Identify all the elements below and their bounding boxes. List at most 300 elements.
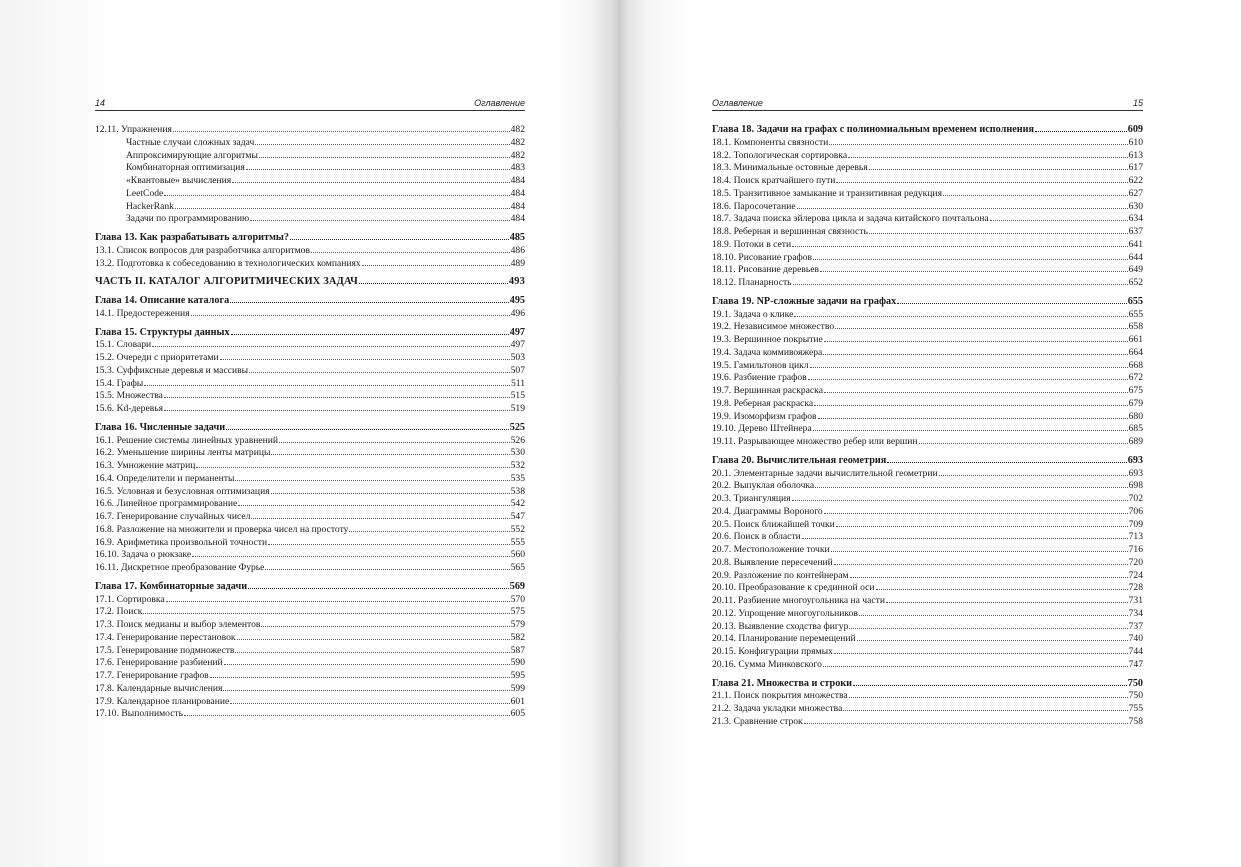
entry-page-number: 622 — [1128, 175, 1143, 186]
toc-entry — [95, 148, 525, 161]
entry-title: 13.1. Список вопросов для разработчика алгоритмов — [95, 244, 310, 256]
entry-title: 12.11. Упражнения — [95, 124, 172, 135]
entry-title: 20.11. Разбиение многоугольника на части — [712, 595, 885, 606]
dot-leader — [235, 643, 509, 653]
entry-page-number: 482 — [510, 136, 525, 148]
dot-leader — [897, 294, 1127, 304]
entry-page-number: 617 — [1128, 162, 1143, 174]
entry-title: 17.7. Генерирование графов — [95, 670, 209, 681]
dot-leader — [359, 274, 508, 284]
toc-entry — [712, 421, 1143, 434]
entry-title: Глава 19. NP-сложные задачи на графах — [712, 295, 897, 307]
dot-leader — [990, 211, 1128, 221]
entry-page-number: 750 — [1128, 690, 1143, 702]
entry-page-number: 716 — [1128, 544, 1143, 555]
entry-page-number: 630 — [1128, 200, 1143, 212]
dot-leader — [843, 701, 1127, 711]
dot-leader — [876, 580, 1128, 590]
toc-entry — [95, 160, 525, 173]
entry-title: 20.15. Конфигурации прямых — [712, 646, 833, 657]
toc-entry — [95, 401, 525, 414]
entry-title: 17.3. Поиск медианы и выбор элементов — [95, 619, 261, 630]
entry-title: 19.10. Дерево Штейнера — [712, 423, 812, 435]
dot-leader — [919, 434, 1128, 444]
entry-page-number: 713 — [1128, 531, 1143, 543]
entry-page-number: 526 — [510, 434, 525, 446]
entry-title: 18.11. Рисование деревьев — [712, 264, 820, 276]
entry-title: Глава 21. Множества и строки — [712, 677, 853, 689]
dot-leader — [251, 509, 509, 519]
page-number: 14 — [95, 98, 106, 108]
toc-entry — [712, 688, 1143, 701]
dot-leader — [349, 522, 509, 532]
dot-leader — [853, 676, 1127, 686]
entry-page-number: 587 — [510, 644, 525, 656]
entry-page-number: 575 — [510, 606, 525, 618]
entry-page-number: 734 — [1128, 607, 1143, 619]
dot-leader — [823, 657, 1128, 667]
entry-page-number: 496 — [510, 307, 525, 319]
entry-page-number: 634 — [1128, 213, 1143, 225]
dot-leader — [248, 579, 509, 589]
toc-entry — [712, 606, 1143, 619]
toc-entry — [95, 509, 525, 522]
entry-title: 14.1. Предостережения — [95, 307, 190, 319]
entry-title: 18.1. Компоненты связности — [712, 136, 829, 148]
entry-title: 16.11. Дискретное преобразование Фурье — [95, 562, 265, 573]
entry-page-number: 698 — [1128, 480, 1143, 492]
entry-title: 15.2. Очереди с приоритетами — [95, 352, 219, 363]
entry-title: 15.5. Множества — [95, 390, 163, 402]
entry-title: 20.14. Планирование перемещений — [712, 633, 856, 645]
entry-title: 19.3. Вершинное покрытие — [712, 334, 823, 345]
entry-page-number: 750 — [1127, 677, 1143, 689]
entry-page-number: 560 — [510, 549, 525, 561]
toc-entry — [95, 522, 525, 535]
dot-leader — [859, 606, 1128, 616]
entry-page-number: 693 — [1128, 467, 1143, 479]
dot-leader — [886, 593, 1128, 603]
toc-entry — [95, 496, 525, 509]
dot-leader — [869, 160, 1128, 170]
entry-title: Частные случаи сложных задач — [126, 136, 255, 148]
entry-title: 19.2. Независимое множество — [712, 321, 835, 333]
toc-entry — [712, 211, 1143, 224]
running-header — [712, 98, 1143, 111]
toc-entry — [95, 306, 525, 319]
entry-page-number: 758 — [1128, 715, 1143, 727]
dot-leader — [143, 604, 509, 614]
entry-page-number: 661 — [1128, 334, 1143, 345]
toc-entry — [95, 256, 525, 269]
toc-entry — [712, 319, 1143, 332]
toc-entry — [95, 243, 525, 256]
entry-title: Глава 16. Численные задачи — [95, 421, 226, 433]
toc-entry — [95, 350, 525, 363]
entry-title: 17.1. Сортировка — [95, 593, 165, 605]
left-page — [0, 0, 620, 867]
entry-title: 18.6. Паросочетание — [712, 200, 796, 212]
entry-page-number: 709 — [1128, 518, 1143, 530]
entry-title: 15.3. Суффиксные деревья и массивы — [95, 364, 249, 376]
dot-leader — [792, 237, 1127, 247]
toc-entry — [95, 547, 525, 560]
toc-entry — [712, 701, 1143, 714]
entry-title: 16.4. Определители и перманенты — [95, 472, 235, 484]
entry-title: 18.7. Задача поиска эйлерова цикла и задача китайского почтальона — [712, 213, 989, 225]
dot-leader — [831, 542, 1128, 552]
toc-entry — [712, 135, 1143, 148]
toc-entry — [95, 433, 525, 446]
toc-entry — [712, 224, 1143, 237]
toc-entry — [712, 370, 1143, 383]
dot-leader — [810, 358, 1128, 368]
entry-page-number: 570 — [510, 593, 525, 605]
entry-page-number: 744 — [1128, 646, 1143, 657]
entry-title: 17.8. Календарные вычисления — [95, 682, 223, 694]
entry-title: 18.5. Транзитивное замыкание и транзитивная редукция — [712, 187, 942, 199]
entry-title: 15.4. Графы — [95, 377, 144, 389]
entry-page-number: 724 — [1128, 569, 1143, 581]
entry-page-number: 511 — [510, 377, 525, 389]
toc-entry — [95, 186, 525, 199]
dot-leader — [829, 135, 1127, 145]
dot-leader — [850, 568, 1128, 578]
dot-leader — [290, 230, 509, 240]
dot-leader — [793, 275, 1128, 285]
entry-page-number: 728 — [1128, 582, 1143, 594]
entry-title: 17.4. Генерирование перестановок — [95, 631, 236, 643]
toc-entry — [712, 619, 1143, 632]
toc-entry — [95, 592, 525, 605]
entry-title: Задачи по программированию — [126, 213, 250, 225]
dot-leader — [144, 376, 510, 386]
toc-entry — [712, 504, 1143, 517]
entry-title: 16.1. Решение системы линейных уравнений — [95, 434, 279, 446]
toc-entry — [95, 376, 525, 389]
entry-page-number: 755 — [1128, 703, 1143, 714]
toc-part — [95, 274, 525, 287]
entry-page-number: 685 — [1128, 423, 1143, 435]
dot-leader — [152, 337, 509, 347]
entry-title: «Квантовые» вычисления — [126, 175, 232, 186]
entry-page-number: 680 — [1128, 410, 1143, 422]
toc-entry — [712, 657, 1143, 670]
toc-entry — [95, 617, 525, 630]
dot-leader — [814, 396, 1127, 406]
entry-title: Глава 18. Задачи на графах с полиномиальным временем исполнения — [712, 124, 1034, 135]
entry-title: Глава 17. Комбинаторные задачи — [95, 580, 248, 592]
toc-chapter — [712, 676, 1143, 689]
toc-entry — [712, 714, 1143, 727]
toc-entry — [95, 668, 525, 681]
entry-title: 21.2. Задача укладки множества — [712, 703, 843, 714]
toc-entry — [712, 466, 1143, 479]
dot-leader — [237, 630, 510, 640]
entry-title: 18.9. Потоки в сети — [712, 238, 792, 250]
dot-leader — [210, 668, 510, 678]
entry-title: 19.1. Задача о клике — [712, 308, 794, 320]
entry-title: ЧАСТЬ II. КАТАЛОГ АЛГОРИТМИЧЕСКИХ ЗАДАЧ — [95, 276, 358, 288]
dot-leader — [808, 370, 1128, 380]
entry-title: 18.2. Топологическая сортировка — [712, 149, 848, 161]
entry-title: Глава 15. Структуры данных — [95, 326, 230, 338]
dot-leader — [823, 345, 1127, 355]
dot-leader — [836, 173, 1127, 183]
entry-page-number: 484 — [510, 200, 525, 212]
dot-leader — [834, 644, 1128, 654]
dot-leader — [835, 319, 1127, 329]
page-number: 15 — [1132, 98, 1143, 108]
table-of-contents — [712, 122, 1143, 727]
toc-entry — [712, 262, 1143, 275]
dot-leader — [268, 535, 510, 545]
entry-page-number: 489 — [510, 257, 525, 269]
entry-page-number: 485 — [509, 232, 525, 243]
toc-entry — [712, 644, 1143, 657]
dot-leader — [848, 148, 1128, 158]
entry-title: 17.10. Выполнимость — [95, 708, 184, 720]
entry-page-number: 507 — [510, 364, 525, 376]
toc-entry — [712, 580, 1143, 593]
entry-page-number: 702 — [1128, 493, 1143, 504]
dot-leader — [166, 592, 510, 602]
entry-title: 19.9. Изоморфизм графов — [712, 410, 817, 422]
entry-page-number: 482 — [510, 124, 525, 135]
entry-title: 20.10. Преобразование к срединной оси — [712, 582, 875, 594]
entry-page-number: 595 — [510, 670, 525, 681]
toc-entry — [95, 199, 525, 212]
toc-entry — [712, 160, 1143, 173]
dot-leader — [196, 458, 509, 468]
toc-entry — [712, 555, 1143, 568]
entry-title: 18.8. Реберная и вершинная связность — [712, 226, 868, 237]
toc-entry — [95, 681, 525, 694]
entry-page-number: 747 — [1128, 658, 1143, 670]
entry-page-number: 601 — [510, 695, 525, 707]
entry-title: 18.3. Минимальные остовные деревья — [712, 162, 868, 174]
dot-leader — [271, 484, 510, 494]
entry-page-number: 655 — [1128, 308, 1143, 320]
entry-page-number: 652 — [1128, 277, 1143, 288]
dot-leader — [857, 631, 1128, 641]
entry-page-number: 664 — [1128, 346, 1143, 358]
entry-page-number: 538 — [510, 485, 525, 497]
dot-leader — [231, 325, 509, 335]
entry-page-number: 672 — [1128, 372, 1143, 384]
entry-page-number: 658 — [1128, 321, 1143, 333]
dot-leader — [836, 517, 1128, 527]
toc-entry — [95, 445, 525, 458]
entry-title: 18.12. Планарность — [712, 277, 792, 288]
dot-leader — [818, 409, 1128, 419]
dot-leader — [1035, 122, 1127, 132]
toc-entry — [712, 148, 1143, 161]
entry-page-number: 542 — [510, 498, 525, 510]
entry-page-number: 503 — [510, 352, 525, 363]
dot-leader — [815, 478, 1127, 488]
toc-entry — [712, 186, 1143, 199]
toc-entry — [712, 542, 1143, 555]
toc-entry — [712, 237, 1143, 250]
entry-page-number: 569 — [509, 580, 525, 592]
toc-entry — [712, 593, 1143, 606]
entry-page-number: 525 — [509, 421, 525, 433]
dot-leader — [834, 555, 1128, 565]
entry-page-number: 706 — [1128, 505, 1143, 517]
entry-title: 21.1. Поиск покрытия множества — [712, 690, 848, 702]
entry-title: Глава 20. Вычислительная геометрия — [712, 454, 887, 466]
toc-chapter — [95, 579, 525, 592]
toc-entry — [95, 135, 525, 148]
entry-page-number: 497 — [510, 339, 525, 351]
dot-leader — [164, 388, 510, 398]
toc-entry — [95, 363, 525, 376]
dot-leader — [820, 262, 1128, 272]
toc-entry — [712, 345, 1143, 358]
toc-entry — [95, 694, 525, 707]
entry-page-number: 535 — [510, 472, 525, 484]
dot-leader — [255, 135, 509, 145]
entry-page-number: 679 — [1128, 397, 1143, 409]
dot-leader — [192, 547, 510, 557]
entry-title: 20.4. Диаграммы Вороного — [712, 505, 823, 517]
entry-title: 17.6. Генерирование разбиений — [95, 657, 223, 669]
dot-leader — [265, 560, 509, 570]
entry-page-number: 637 — [1128, 226, 1143, 237]
right-page — [620, 0, 1241, 867]
entry-page-number: 519 — [510, 403, 525, 414]
entry-title: 18.4. Поиск кратчайшего пути — [712, 175, 836, 186]
entry-page-number: 655 — [1127, 295, 1143, 307]
entry-title: 20.7. Местоположение точки — [712, 544, 830, 555]
toc-entry — [712, 275, 1143, 288]
entry-title: 20.3. Триангуляция — [712, 493, 791, 504]
entry-title: 16.5. Условная и безусловная оптимизация — [95, 485, 270, 497]
toc-entry — [712, 491, 1143, 504]
entry-page-number: 495 — [509, 295, 525, 306]
toc-entry — [95, 706, 525, 719]
entry-page-number: 740 — [1128, 633, 1143, 645]
dot-leader — [235, 471, 509, 481]
entry-title: 20.9. Разложение по контейнерам — [712, 569, 849, 581]
entry-title: 16.10. Задача о рюкзаке — [95, 549, 192, 561]
dot-leader — [804, 714, 1128, 724]
toc-entry — [95, 643, 525, 656]
entry-title: Комбинаторная оптимизация — [126, 162, 245, 174]
entry-title: 20.16. Сумма Минковского — [712, 658, 822, 670]
entry-title: 16.9. Арифметика произвольной точности — [95, 536, 268, 548]
entry-page-number: 590 — [510, 657, 525, 669]
toc-entry — [712, 434, 1143, 447]
entry-title: 20.6. Поиск в области — [712, 531, 801, 543]
entry-title: 16.6. Линейное программирование — [95, 498, 238, 510]
entry-page-number: 641 — [1128, 238, 1143, 250]
dot-leader — [311, 243, 510, 253]
toc-entry — [95, 471, 525, 484]
entry-title: HackerRank — [126, 200, 174, 212]
toc-entry — [712, 529, 1143, 542]
entry-title: Аппроксимирующие алгоритмы — [126, 149, 258, 161]
entry-title: 20.12. Упрощение многоугольников — [712, 607, 858, 619]
entry-page-number: 515 — [510, 390, 525, 402]
dot-leader — [261, 617, 509, 627]
entry-page-number: 493 — [508, 276, 525, 288]
toc-chapter — [95, 230, 525, 243]
entry-page-number: 737 — [1128, 620, 1143, 632]
dot-leader — [271, 445, 509, 455]
toc-entry — [95, 388, 525, 401]
dot-leader — [813, 421, 1128, 431]
dot-leader — [939, 466, 1128, 476]
toc-chapter — [712, 294, 1143, 307]
toc-entry — [95, 535, 525, 548]
toc-entry — [712, 332, 1143, 345]
dot-leader — [943, 186, 1128, 196]
toc-entry — [712, 631, 1143, 644]
entry-title: 15.6. Kd-деревья — [95, 403, 164, 414]
entry-title: LeetCode — [126, 187, 164, 199]
toc-entry — [95, 484, 525, 497]
entry-page-number: 579 — [510, 619, 525, 630]
entry-page-number: 555 — [510, 536, 525, 548]
dot-leader — [869, 224, 1128, 234]
dot-leader — [173, 122, 510, 132]
table-of-contents — [95, 122, 525, 719]
entry-title: 19.8. Реберная раскраска — [712, 397, 814, 409]
entry-page-number: 482 — [510, 149, 525, 161]
entry-page-number: 547 — [510, 511, 525, 522]
entry-page-number: 675 — [1128, 385, 1143, 396]
entry-page-number: 484 — [510, 175, 525, 186]
entry-title: 21.3. Сравнение строк — [712, 715, 803, 727]
entry-title: 17.9. Календарное планирование — [95, 695, 230, 707]
dot-leader — [230, 293, 509, 303]
entry-page-number: 486 — [510, 244, 525, 256]
toc-entry — [712, 383, 1143, 396]
entry-title: 16.7. Генерирование случайных чисел — [95, 511, 251, 522]
entry-title: 19.5. Гамильтонов цикл — [712, 359, 809, 371]
toc-entry — [712, 358, 1143, 371]
toc-entry — [95, 211, 525, 224]
toc-chapter — [712, 453, 1143, 466]
entry-page-number: 582 — [510, 631, 525, 643]
entry-title: 19.11. Разрывающее множество ребер или вершин — [712, 436, 918, 447]
toc-entry — [712, 517, 1143, 530]
toc-chapter — [95, 420, 525, 433]
toc-entry — [712, 478, 1143, 491]
dot-leader — [887, 453, 1126, 463]
toc-entry — [712, 409, 1143, 422]
entry-title: 20.2. Выпуклая оболочка — [712, 480, 815, 492]
entry-page-number: 693 — [1127, 454, 1143, 466]
dot-leader — [232, 173, 509, 183]
entry-page-number: 731 — [1128, 595, 1143, 606]
entry-page-number: 644 — [1128, 251, 1143, 263]
entry-page-number: 605 — [510, 708, 525, 720]
entry-page-number: 484 — [510, 187, 525, 199]
dot-leader — [238, 496, 509, 506]
toc-entry — [712, 396, 1143, 409]
dot-leader — [164, 186, 509, 196]
toc-entry — [95, 337, 525, 350]
dot-leader — [250, 211, 509, 221]
dot-leader — [813, 250, 1128, 260]
entry-title: Глава 13. Как разрабатывать алгоритмы? — [95, 232, 289, 243]
entry-page-number: 610 — [1128, 136, 1143, 148]
entry-page-number: 649 — [1128, 264, 1143, 276]
entry-page-number: 483 — [510, 162, 525, 174]
